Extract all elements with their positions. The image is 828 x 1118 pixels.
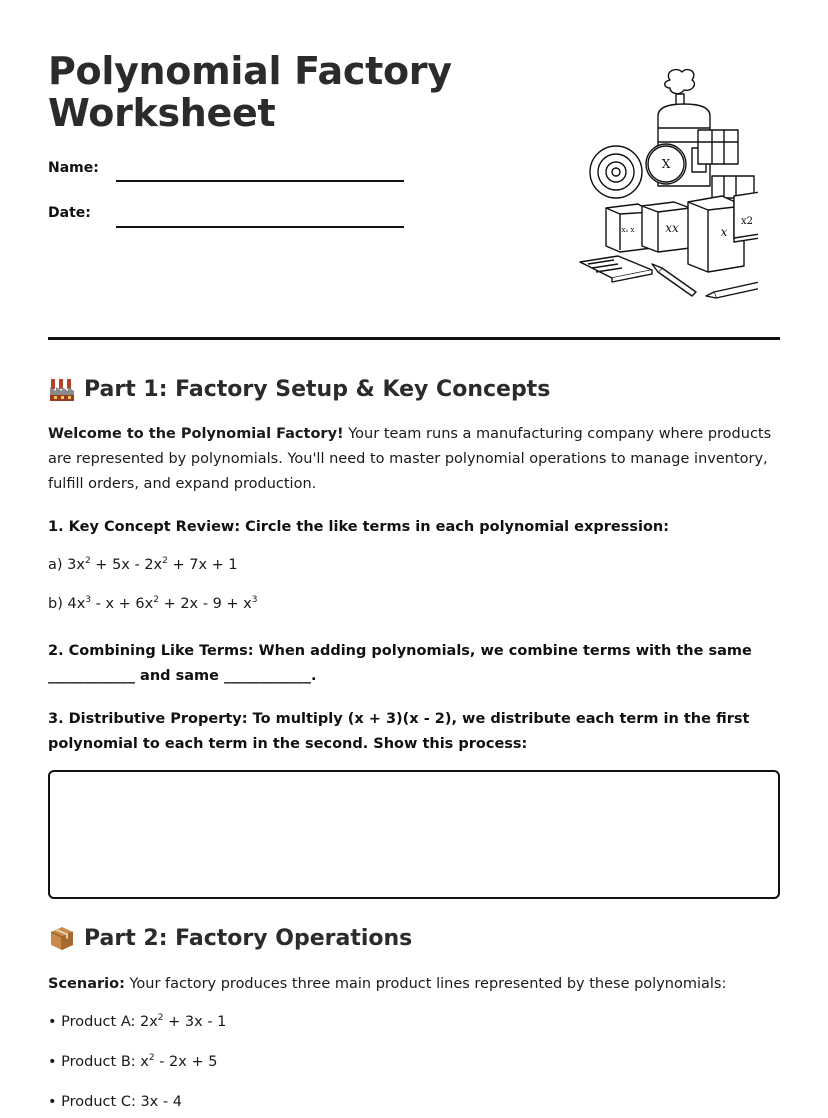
- part2-heading-text: Part 2: Factory Operations: [84, 925, 413, 951]
- scenario-body: Your factory produces three main product lines represented by these polynomials:: [124, 976, 727, 992]
- product-b: • Product B: $x^2 - 2x + 5$: [48, 1053, 218, 1070]
- title-line-1: Polynomial Factory: [48, 49, 452, 93]
- part1-heading-text: Part 1: Factory Setup & Key Concepts: [84, 376, 551, 402]
- part2-heading: [48, 924, 412, 952]
- header-divider: [48, 337, 780, 340]
- illustration-label-X: X: [661, 157, 671, 171]
- illustration-label-xx: xx: [665, 221, 679, 235]
- title-line-2: Worksheet: [48, 91, 276, 135]
- date-field[interactable]: [116, 226, 404, 228]
- illustration-label-x2: x2: [740, 216, 754, 227]
- question-3: 3. Distributive Property: To multiply (x + 3)(x - 2), we distribute each term in the first polynomial to each term in the second. Show this process:: [48, 711, 750, 752]
- name-field[interactable]: [116, 180, 404, 182]
- distributive-answer-box[interactable]: [48, 770, 780, 899]
- question-1b: b) $4x^3 - x + 6x^2 + 2x - 9 + x^3$: [48, 595, 258, 612]
- name-label: Name:: [48, 160, 99, 176]
- date-label: Date:: [48, 205, 91, 221]
- factory-machine-illustration: [528, 68, 758, 308]
- illustration-label-x: x: [720, 225, 728, 239]
- question-1a: a) $3x^2 + 5x - 2x^2 + 7x + 1$: [48, 556, 238, 573]
- product-c: • Product C: 3x - 4: [48, 1094, 182, 1110]
- product-a: • Product A: $2x^2 + 3x - 1$: [48, 1013, 227, 1030]
- worksheet-page: [48, 0, 780, 1118]
- intro-text: Your team runs a manufacturing company where products are represented by polynomials. You'll need to master polynomial operations to manage inventory, fulfill orders, and expand production.: [48, 426, 772, 492]
- part1-intro: [48, 422, 780, 497]
- illustration-label-x2x: x₂ x: [621, 226, 635, 234]
- part1-heading: [48, 375, 550, 403]
- question-2: 2. Combining Like Terms: When adding polynomials, we combine terms with the same ____________ and same ____________.: [48, 643, 752, 684]
- question-1: 1. Key Concept Review: Circle the like terms in each polynomial expression:: [48, 519, 670, 535]
- scenario-text: [48, 972, 780, 997]
- intro-bold: Welcome to the Polynomial Factory!: [48, 426, 344, 442]
- page-title: [48, 50, 468, 134]
- package-emoji-icon: [48, 924, 76, 952]
- factory-emoji-icon: [48, 375, 76, 403]
- scenario-bold: Scenario:: [48, 976, 125, 992]
